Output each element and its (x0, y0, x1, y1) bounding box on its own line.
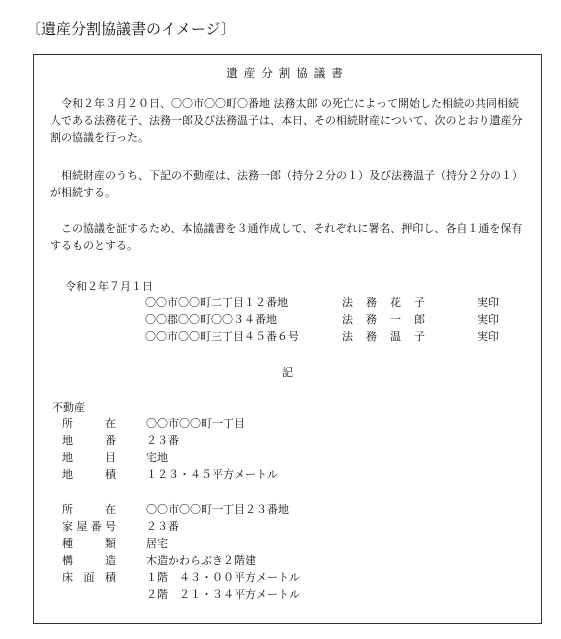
signatory-name: 法務一郎 (342, 313, 438, 326)
building-row (62, 553, 462, 568)
building-row (62, 519, 462, 534)
building-label: 所 在 (62, 503, 116, 516)
building-row (62, 587, 462, 602)
document-title: 遺産分割協議書 (226, 66, 349, 80)
paragraph-certification: この協議を証するため、本協議書を３通作成して、それぞれに署名、押印し、各自１通を保有するものとする。 (50, 222, 523, 252)
building-label: 家 屋 番 号 (62, 520, 116, 533)
land-label: 所 在 (62, 417, 116, 430)
agreement-document (33, 54, 542, 624)
land-value: 〇〇市〇〇町一丁目 (146, 417, 245, 430)
signatory-address: 〇〇市〇〇町二丁目１２番地 (145, 296, 288, 309)
signatory-address: 〇〇郡〇〇町〇〇３４番地 (145, 313, 277, 326)
building-row (62, 570, 462, 585)
land-label: 地 積 (62, 468, 116, 481)
signatory-seal: 実印 (477, 296, 499, 309)
signatory-seal: 実印 (477, 313, 499, 326)
land-row (62, 467, 462, 482)
image-caption: 〔遺産分割協議書のイメージ〕 (26, 20, 236, 38)
land-value: 宅地 (146, 451, 168, 464)
signatory-seal: 実印 (477, 330, 499, 343)
land-row (62, 433, 462, 448)
land-row (62, 416, 462, 431)
document-date: 令和２年７月１日 (65, 280, 153, 293)
building-value: ２３番 (146, 520, 179, 533)
building-row (62, 502, 462, 517)
ki-heading: 記 (282, 366, 293, 379)
building-label: 構 造 (62, 554, 116, 567)
land-value: ２３番 (146, 434, 179, 447)
building-value: １階 ４３・００平方メートル (146, 571, 300, 584)
land-row (62, 450, 462, 465)
building-value: 居宅 (146, 537, 168, 550)
paragraph-opening: 令和２年３月２０日、〇〇市〇〇町〇番地 法務太郎 の死亡によって開始した相続の共同相続人である法務花子、法務一郎及び法務温子は、本日、その相続財産について、次のとおり遺産分割の協議を行った。 (50, 97, 523, 144)
paragraph-inheritance: 相続財産のうち、下記の不動産は、法務一郎（持分２分の１）及び法務温子（持分２分の１）が相続する。 (50, 169, 523, 199)
building-row (62, 536, 462, 551)
signatory-name: 法務温子 (342, 330, 438, 343)
land-value: １２３・４５平方メートル (146, 468, 278, 481)
signatory-name: 法務花子 (342, 296, 438, 309)
land-label: 地 番 (62, 434, 116, 447)
land-label: 地 目 (62, 451, 116, 464)
building-value: ２階 ２１・３４平方メートル (146, 588, 300, 601)
building-value: 〇〇市〇〇町一丁目２３番地 (146, 503, 289, 516)
building-label: 床 面 積 (62, 571, 116, 584)
building-value: 木造かわらぶき２階建 (146, 554, 256, 567)
property-heading: 不動産 (52, 401, 85, 414)
building-label: 種 類 (62, 537, 116, 550)
signatory-address: 〇〇市〇〇町三丁目４５番６号 (145, 330, 299, 343)
